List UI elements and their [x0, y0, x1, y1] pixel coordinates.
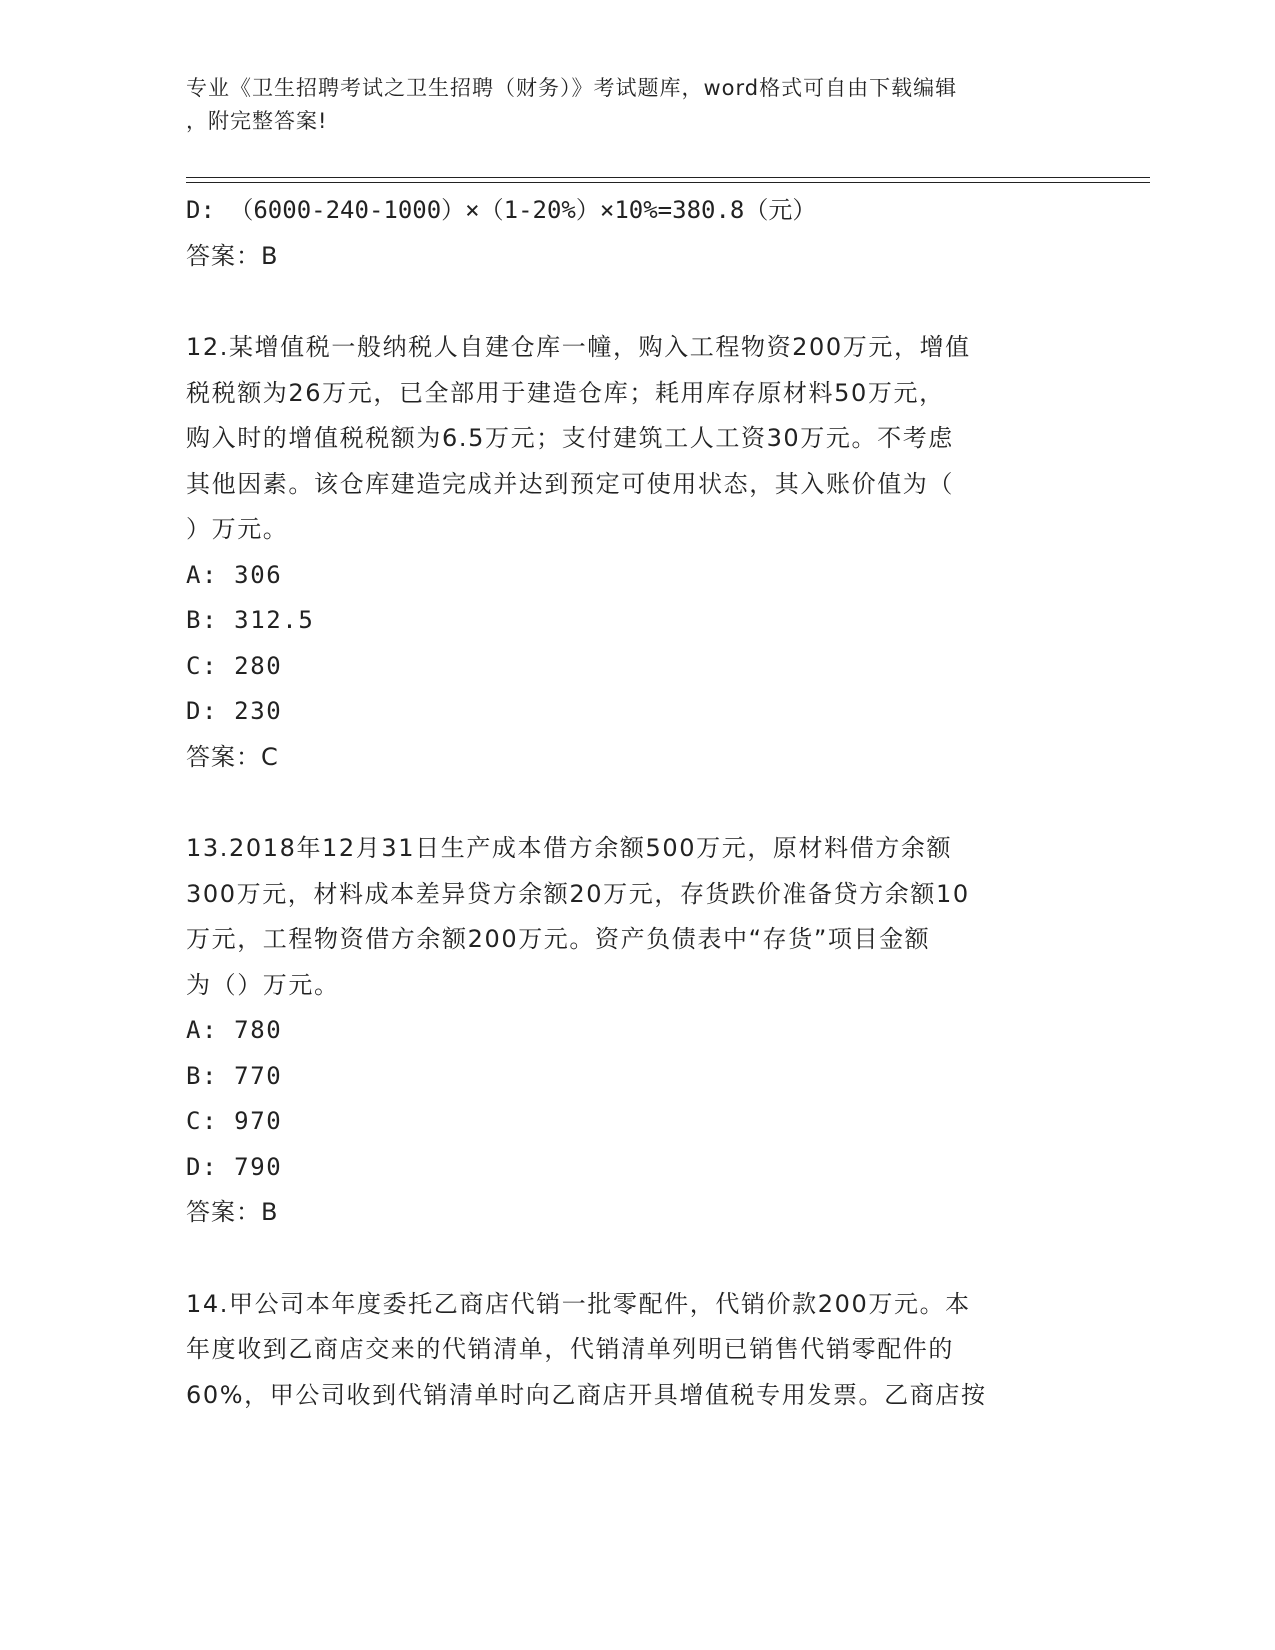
question-text-line: 税税额为26万元，已全部用于建造仓库；耗用库存原材料50万元，: [186, 378, 945, 407]
question-text-line: 为（）万元。: [186, 970, 340, 999]
document-body: [186, 188, 1076, 1418]
option-c: C: 970: [186, 1107, 283, 1135]
answer-line: [186, 1190, 1076, 1236]
answer-line: [186, 735, 1076, 781]
header-line-2: ，附完整答案!: [186, 109, 328, 133]
option-d: D: （6000-240-1000）×（1-20%）×10%=380.8（元）: [186, 196, 817, 224]
option-d: D: 230: [186, 697, 283, 725]
question-text-line: 13.2018年12月31日生产成本借方余额500万元，原材料借方余额: [186, 834, 953, 862]
answer-value: C: [261, 742, 279, 771]
question-text-line: 12.某增值税一般纳税人自建仓库一幢，购入工程物资200万元，增值: [186, 333, 971, 361]
question-text-line: 万元，工程物资借方余额200万元。资产负债表中“存货”项目金额: [186, 925, 931, 953]
answer-value: B: [261, 1198, 279, 1226]
question-text-line: 购入时的增值税税额为6.5万元；支付建筑工人工资30万元。不考虑: [186, 424, 954, 452]
answer-label: 答案：: [186, 1198, 261, 1226]
option-a: A: 780: [186, 1016, 283, 1044]
header-line-1: 专业《卫生招聘考试之卫生招聘（财务）》考试题库，word格式可自由下载编辑: [186, 76, 958, 100]
answer-value: B: [261, 241, 279, 270]
answer-label: 答案：: [186, 742, 261, 771]
question-gap: [186, 279, 1076, 325]
question-text-line: ）万元。: [186, 515, 289, 543]
question-text-line: 14.甲公司本年度委托乙商店代销一批零配件，代销价款200万元。本: [186, 1289, 971, 1318]
question-12: [186, 325, 1076, 780]
question-gap: [186, 1236, 1076, 1282]
question-text-line: 60%，甲公司收到代销清单时向乙商店开具增值税专用发票。乙商店按: [186, 1380, 987, 1409]
header-divider-bottom: [186, 182, 1150, 183]
option-a: A: 306: [186, 560, 283, 589]
answer-line: [186, 234, 1076, 280]
header-divider-top: [186, 177, 1150, 178]
question-text-line: 其他因素。该仓库建造完成并达到预定可使用状态，其入账价值为（: [186, 469, 954, 498]
question-text-line: 年度收到乙商店交来的代销清单，代销清单列明已销售代销零配件的: [186, 1335, 954, 1363]
question-gap: [186, 780, 1076, 826]
answer-label: 答案：: [186, 241, 261, 270]
option-d: D: 790: [186, 1152, 283, 1181]
option-c: C: 280: [186, 651, 283, 680]
question-text-line: 300万元，材料成本差异贷方余额20万元，存货跌价准备贷方余额10: [186, 879, 970, 908]
question-13: [186, 826, 1076, 1236]
option-b: B: 770: [186, 1061, 283, 1090]
question-14: [186, 1282, 1076, 1419]
previous-question-tail: [186, 188, 1076, 279]
option-b: B: 312.5: [186, 606, 315, 634]
document-header: [186, 72, 1066, 138]
